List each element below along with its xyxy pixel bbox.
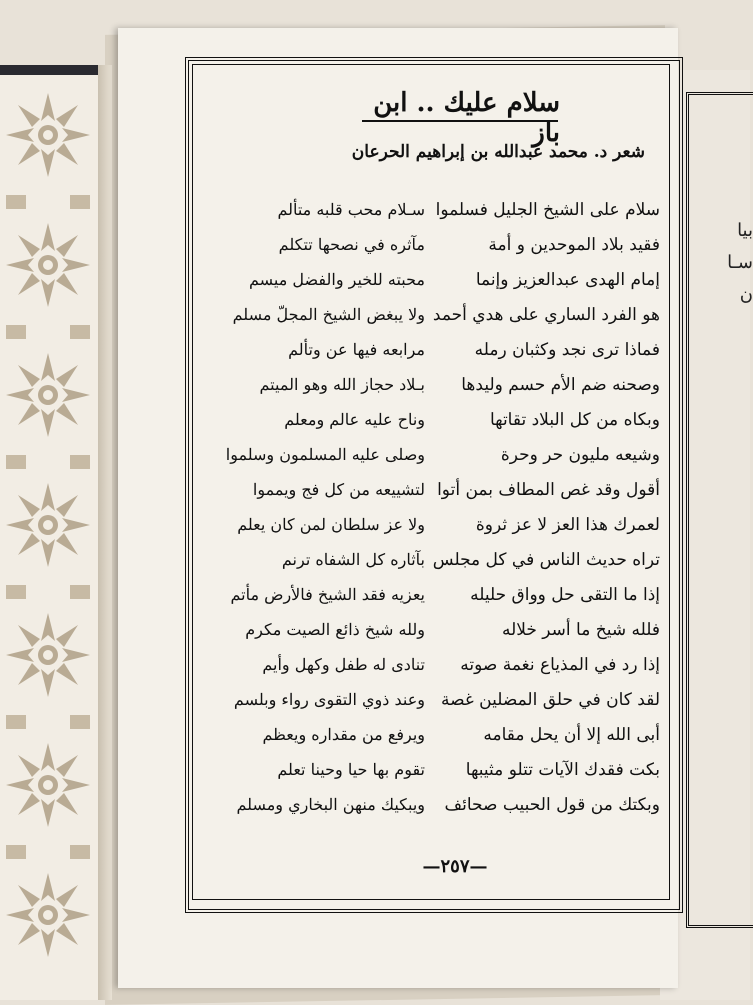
verse-second-hemistich: وصلى عليه المسلمون وسلموا: [225, 445, 425, 464]
verse-second-hemistich: محبته للخير والفضل ميسم: [249, 270, 425, 289]
verse-second-hemistich: ويبكيك منهن البخاري ومسلم: [236, 795, 425, 814]
verse-first-hemistich: وصحنه ضم الأم حسم وليدها: [461, 375, 660, 395]
verse-second-hemistich: ولله شيخ ذائع الصيت مكرم: [245, 620, 425, 639]
verse-second-hemistich: مرابعه فيها عن وتألم: [288, 340, 425, 359]
facing-fragment: ن: [739, 284, 753, 305]
verse-second-hemistich: ولا يبغض الشيخ المجلّ مسلم: [232, 305, 425, 324]
verse-first-hemistich: وبكتك من قول الحبيب صحائف: [444, 795, 660, 815]
verse-first-hemistich: وبكاه من كل البلاد تقاتها: [489, 410, 660, 430]
title-underline: [362, 120, 558, 122]
verse-first-hemistich: أبى الله إلا أن يحل مقامه: [483, 725, 660, 745]
facing-fragment: سـا: [727, 252, 753, 273]
verse-first-hemistich: لعمرك هذا العز لا عز ثروة: [475, 515, 660, 535]
book-cover: [0, 65, 108, 1000]
verse-first-hemistich: هو الفرد الساري على هدي أحمد: [432, 305, 660, 325]
poem-title: سلام عليك .. ابن باز: [373, 88, 560, 148]
verse-first-hemistich: فقيد بلاد الموحدين و أمة: [488, 235, 660, 255]
verse-second-hemistich: ولا عز سلطان لمن كان يعلم: [237, 515, 425, 534]
verse-second-hemistich: بآثاره كل الشفاه ترنم: [281, 550, 425, 569]
poem-author: شعر د. محمد عبدالله بن إبراهيم الحرعان: [351, 142, 645, 162]
verse-second-hemistich: مآثره في نصحها تتكلم: [278, 235, 425, 254]
verse-second-hemistich: لتشييعه من كل فج ويمموا: [252, 480, 425, 499]
verse-second-hemistich: تقوم بها حيا وحينا تعلم: [277, 760, 425, 779]
facing-page-frame: [686, 92, 753, 928]
verse-first-hemistich: أقول وقد غص المطاف بمن أتوا: [437, 480, 660, 500]
verse-second-hemistich: وعند ذوي التقوى رواء وبلسم: [233, 690, 425, 709]
cover-band: [0, 65, 108, 75]
verse-second-hemistich: وناح عليه عالم ومعلم: [284, 410, 425, 429]
verse-second-hemistich: تنادى له طفل وكهل وأيم: [262, 655, 425, 674]
verse-second-hemistich: بـلاد حجاز الله وهو الميتم: [259, 375, 425, 394]
verse-first-hemistich: وشيعه مليون حر وحرة: [500, 445, 660, 465]
verse-first-hemistich: سلام على الشيخ الجليل فسلموا: [435, 200, 660, 220]
verse-first-hemistich: تراه حديث الناس في كل مجلس: [432, 550, 660, 570]
verse-second-hemistich: ويرفع من مقداره ويعظم: [262, 725, 425, 744]
verse-first-hemistich: إمام الهدى عبدالعزيز وإنما: [475, 270, 660, 290]
cover-edge: [98, 65, 112, 1000]
facing-fragment: بيا: [737, 220, 753, 241]
verse-second-hemistich: يعزيه فقد الشيخ فالأرض مأتم: [230, 585, 425, 604]
verse-first-hemistich: فماذا ترى نجد وكثبان رمله: [474, 340, 660, 360]
verse-first-hemistich: فلله شيخ ما أسر خلاله: [501, 620, 660, 640]
verse-first-hemistich: إذا رد في المذياع نغمة صوته: [460, 655, 660, 675]
verse-first-hemistich: بكت فقدك الآيات تتلو مثيبها: [465, 760, 660, 780]
verse-first-hemistich: إذا ما التقى حل وواق حليله: [470, 585, 660, 605]
cover-pattern: [0, 75, 108, 1000]
verse-second-hemistich: سـلام محب قلبه متألم: [277, 200, 425, 219]
page-number: —٢٥٧—: [422, 856, 488, 877]
verse-first-hemistich: لقد كان في حلق المضلين غصة: [440, 690, 660, 710]
verse: [215, 795, 660, 847]
facing-page-text: [713, 215, 753, 311]
